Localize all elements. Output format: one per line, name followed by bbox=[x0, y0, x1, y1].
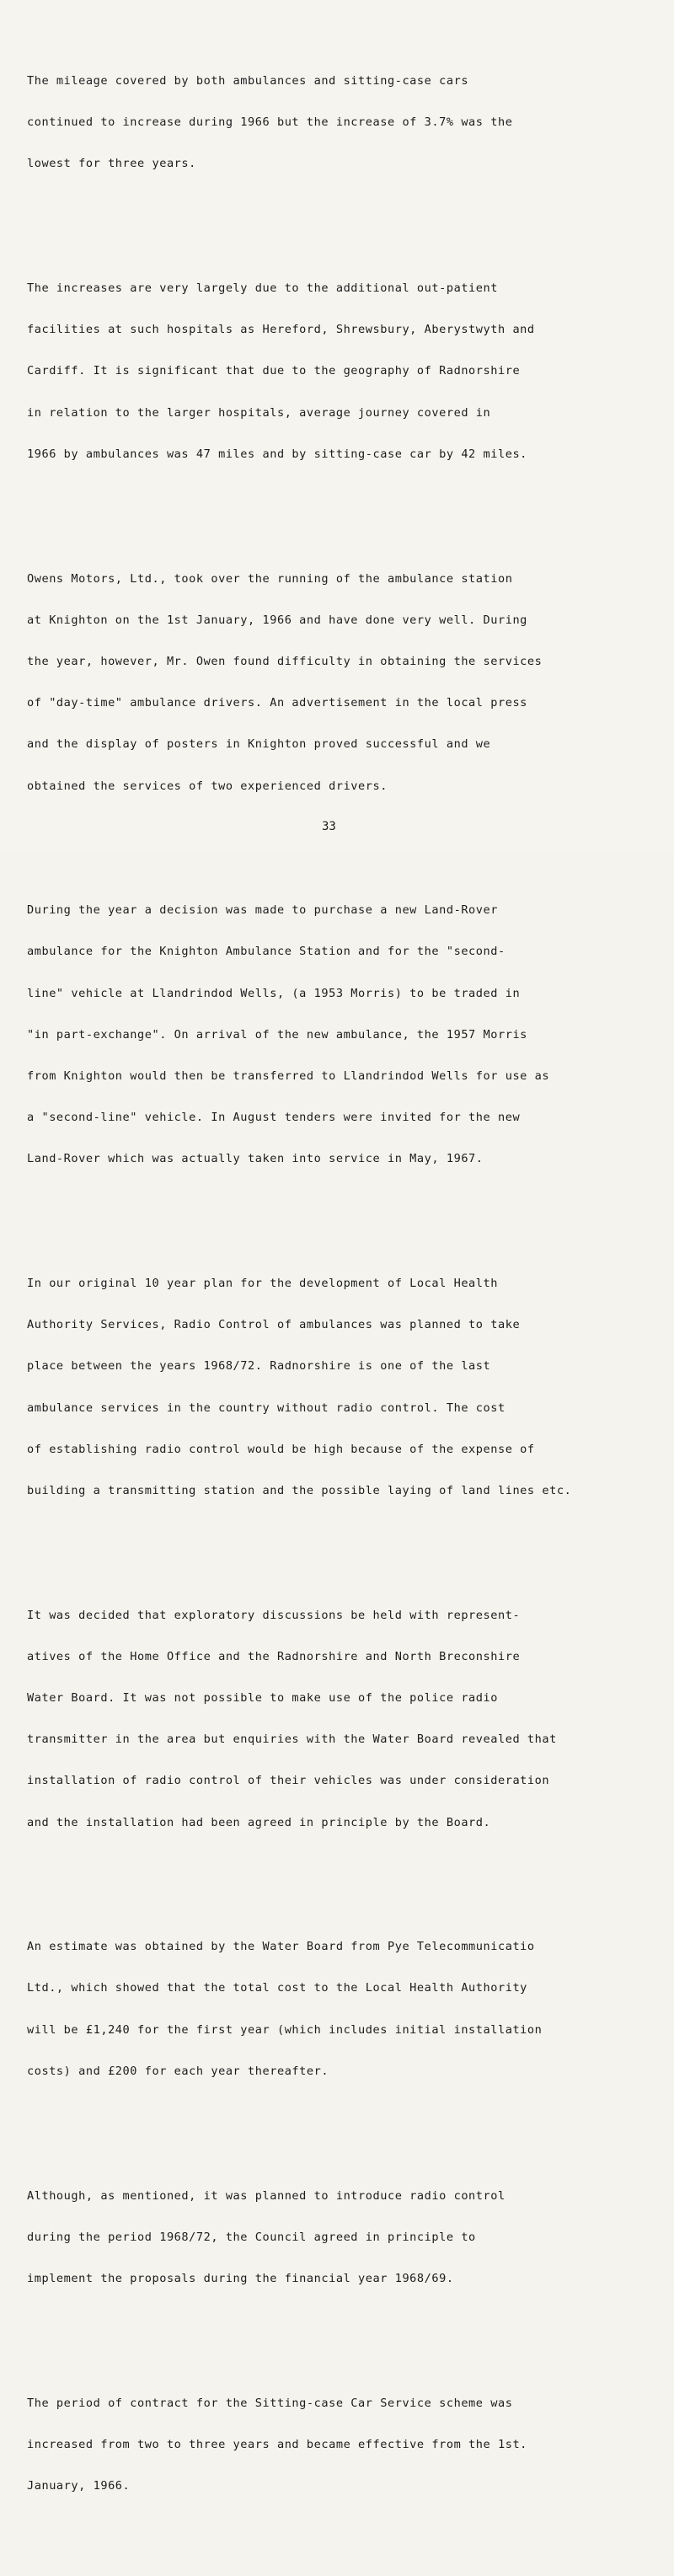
text-line: facilities at such hospitals as Hereford, Shrewsbury, Aberystwyth and bbox=[27, 323, 535, 337]
text-line: Owens Motors, Ltd., took over the running of the ambulance station bbox=[27, 571, 513, 586]
text-line: ambulance services in the country without radio control. The cost bbox=[27, 1400, 506, 1415]
text-line: will be £1,240 for the first year (which includes initial installation bbox=[27, 2022, 543, 2037]
paragraph-owens-motors bbox=[27, 544, 672, 821]
text-line: of establishing radio control would be high because of the expense of bbox=[27, 1442, 535, 1456]
paragraph-mileage bbox=[27, 46, 672, 198]
text-line: Cardiff. It is significant that due to the geography of Radnorshire bbox=[27, 364, 521, 378]
text-line: It was decided that exploratory discussions be held with represent- bbox=[27, 1608, 521, 1622]
text-line: 1966 by ambulances was 47 miles and by sitting-case car by 42 miles. bbox=[27, 447, 527, 461]
text-line: during the period 1968/72, the Council agreed in principle to bbox=[27, 2230, 476, 2244]
text-line: and the display of posters in Knighton proved successful and we bbox=[27, 737, 491, 752]
document-body bbox=[27, 5, 672, 2576]
paragraph-implementation bbox=[27, 2161, 672, 2313]
text-line: The period of contract for the Sitting-case Car Service scheme was bbox=[27, 2396, 513, 2410]
text-line: installation of radio control of their vehicles was under consideration bbox=[27, 1774, 550, 1788]
text-line: place between the years 1968/72. Radnorshire is one of the last bbox=[27, 1359, 491, 1374]
text-line: at Knighton on the 1st January, 1966 and have done very well. During bbox=[27, 613, 527, 627]
text-line: of "day-time" ambulance drivers. An advertisement in the local press bbox=[27, 696, 527, 710]
text-line: in relation to the larger hospitals, average journey covered in bbox=[27, 405, 491, 420]
text-line: atives of the Home Office and the Radnorshire and North Breconshire bbox=[27, 1649, 521, 1663]
text-line: Water Board. It was not possible to make use of the police radio bbox=[27, 1691, 498, 1706]
text-line: ambulance for the Knighton Ambulance Station and for the "second- bbox=[27, 945, 506, 959]
text-line: continued to increase during 1966 but the increase of 3.7% was the bbox=[27, 115, 513, 130]
text-line: from Knighton would then be transferred to Llandrindod Wells for use as bbox=[27, 1068, 550, 1083]
text-line: "in part-exchange". On arrival of the new ambulance, the 1957 Morris bbox=[27, 1027, 527, 1042]
paragraph-increases bbox=[27, 254, 672, 489]
text-line: obtained the services of two experienced drivers. bbox=[27, 779, 388, 793]
text-line: Although, as mentioned, it was planned to introduce radio control bbox=[27, 2188, 506, 2203]
paragraph-exploratory-discussions bbox=[27, 1581, 672, 1857]
paragraph-estimate bbox=[27, 1912, 672, 2106]
text-line: a "second-line" vehicle. In August tenders were invited for the new bbox=[27, 1111, 521, 1125]
text-line: transmitter in the area but enquiries with the Water Board revealed that bbox=[27, 1733, 557, 1747]
text-line: January, 1966. bbox=[27, 2478, 131, 2493]
text-line: During the year a decision was made to purchase a new Land-Rover bbox=[27, 903, 498, 918]
text-line: the year, however, Mr. Owen found difficulty in obtaining the services bbox=[27, 654, 543, 668]
paragraph-contract-period bbox=[27, 2369, 672, 2520]
text-line: In our original 10 year plan for the development of Local Health bbox=[27, 1276, 498, 1290]
text-line: building a transmitting station and the possible laying of land lines etc. bbox=[27, 1484, 572, 1497]
page-number: 33 bbox=[322, 820, 336, 833]
text-line: increased from two to three years and became effective from the 1st. bbox=[27, 2437, 527, 2451]
text-line: Ltd., which showed that the total cost to the Local Health Authority bbox=[27, 1981, 527, 1995]
text-line: An estimate was obtained by the Water Board from Pye Telecommunicatio bbox=[27, 1940, 535, 1954]
text-line: Authority Services, Radio Control of ambulances was planned to take bbox=[27, 1318, 521, 1332]
text-line: implement the proposals during the financial year 1968/69. bbox=[27, 2271, 454, 2285]
text-line: line" vehicle at Llandrindod Wells, (a 1953 Morris) to be traded in bbox=[27, 986, 521, 1000]
text-line: The increases are very largely due to the additional out-patient bbox=[27, 281, 498, 296]
text-line: lowest for three years. bbox=[27, 157, 196, 171]
paragraph-land-rover bbox=[27, 876, 672, 1193]
paragraph-radio-plan bbox=[27, 1249, 672, 1525]
text-line: and the installation had been agreed in principle by the Board. bbox=[27, 1815, 491, 1829]
text-line: costs) and £200 for each year thereafter. bbox=[27, 2064, 329, 2078]
text-line: The mileage covered by both ambulances and sitting-case cars bbox=[27, 74, 469, 88]
text-line: Land-Rover which was actually taken into service in May, 1967. bbox=[27, 1152, 484, 1166]
